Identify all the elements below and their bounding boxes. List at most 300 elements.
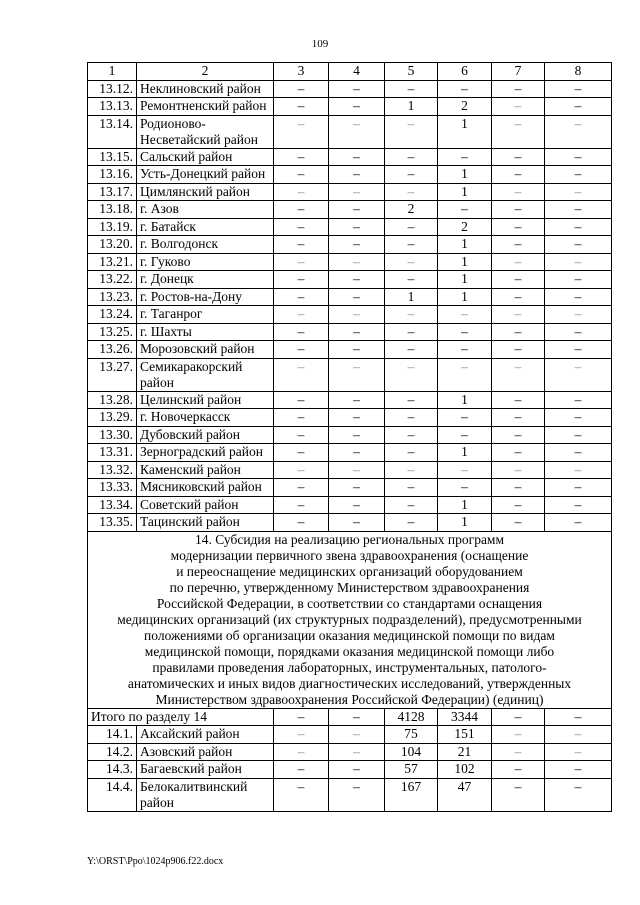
value-cell: – <box>492 115 545 148</box>
value-cell: – <box>329 479 385 497</box>
value-cell: 1 <box>438 253 492 271</box>
value-cell: – <box>492 726 545 744</box>
page-number: 109 <box>311 38 329 50</box>
row-number: 13.32. <box>88 461 137 479</box>
value-cell: – <box>492 183 545 201</box>
value-cell: 1 <box>438 444 492 462</box>
table-row <box>88 253 612 271</box>
table-header-row <box>88 63 612 81</box>
row-number: 14.4. <box>88 778 137 811</box>
value-cell: – <box>545 461 612 479</box>
row-name <box>137 80 274 98</box>
value-cell: – <box>438 80 492 98</box>
value-cell: – <box>274 496 329 514</box>
value-cell: – <box>492 306 545 324</box>
value-cell: – <box>492 479 545 497</box>
value-cell: – <box>545 341 612 359</box>
value-cell: – <box>545 183 612 201</box>
section-title-row <box>88 531 612 708</box>
value-cell: – <box>492 236 545 254</box>
value-cell: – <box>438 323 492 341</box>
row-name-line: Аксайский район <box>140 726 240 741</box>
table-row <box>88 358 612 391</box>
row-number: 13.20. <box>88 236 137 254</box>
row-name-line: г. Новочеркасск <box>140 409 231 424</box>
table-row <box>88 761 612 779</box>
value-cell: – <box>274 98 329 116</box>
value-cell: – <box>329 201 385 219</box>
row-name <box>137 306 274 324</box>
value-cell: – <box>438 201 492 219</box>
row-number: 13.31. <box>88 444 137 462</box>
value-cell: – <box>274 391 329 409</box>
row-number: 13.16. <box>88 166 137 184</box>
section-title <box>88 531 612 708</box>
row-name <box>137 514 274 532</box>
value-cell: 57 <box>385 761 438 779</box>
value-cell: – <box>329 514 385 532</box>
table-row <box>88 341 612 359</box>
row-number: 13.17. <box>88 183 137 201</box>
row-name <box>137 323 274 341</box>
table-row <box>88 288 612 306</box>
value-cell: 151 <box>438 726 492 744</box>
section-title-line: и переоснащение медицинских организаций оборудованием <box>176 563 523 579</box>
footer-file-path: Y:\ORST\Ppo\1024p906.f22.docx <box>87 856 224 867</box>
value-cell: – <box>385 514 438 532</box>
value-cell: – <box>329 444 385 462</box>
table-row <box>88 726 612 744</box>
table-row <box>88 271 612 289</box>
value-cell: – <box>274 743 329 761</box>
row-number: 13.23. <box>88 288 137 306</box>
row-name <box>137 271 274 289</box>
value-cell: – <box>545 98 612 116</box>
row-name <box>137 461 274 479</box>
total-value-cell: – <box>329 708 385 726</box>
value-cell: 1 <box>438 115 492 148</box>
value-cell: – <box>438 479 492 497</box>
value-cell: – <box>274 444 329 462</box>
value-cell: – <box>438 409 492 427</box>
value-cell: 1 <box>438 496 492 514</box>
row-number: 13.30. <box>88 426 137 444</box>
value-cell: 2 <box>438 98 492 116</box>
value-cell: – <box>545 236 612 254</box>
row-number: 13.21. <box>88 253 137 271</box>
table-row <box>88 426 612 444</box>
header-cell: 5 <box>385 63 438 81</box>
value-cell: – <box>385 166 438 184</box>
section-title-line: Министерством здравоохранения Российской Федерации) (единиц) <box>155 691 544 707</box>
table-row <box>88 306 612 324</box>
value-cell: – <box>274 778 329 811</box>
table-row <box>88 496 612 514</box>
row-number: 13.19. <box>88 218 137 236</box>
table-row <box>88 98 612 116</box>
table-row <box>88 115 612 148</box>
value-cell: – <box>438 148 492 166</box>
section-title-line: медицинских организаций (их структурных подразделений), предусмотренными <box>117 611 582 627</box>
total-row <box>88 708 612 726</box>
value-cell: 1 <box>438 514 492 532</box>
table-row <box>88 743 612 761</box>
value-cell: – <box>329 148 385 166</box>
row-name-line: Семикаракорский <box>140 358 243 374</box>
value-cell: – <box>385 115 438 148</box>
value-cell: – <box>492 341 545 359</box>
row-name-line: Сальский район <box>140 148 233 164</box>
value-cell: – <box>329 166 385 184</box>
data-table <box>87 62 612 812</box>
row-name <box>137 726 274 744</box>
section-title-line: положениями об организации оказания медицинской помощи по видам <box>144 627 555 643</box>
row-name-line: г. Ростов-на-Дону <box>140 288 243 304</box>
row-name <box>137 236 274 254</box>
table-row <box>88 444 612 462</box>
row-name <box>137 778 274 811</box>
table-row <box>88 461 612 479</box>
value-cell: 47 <box>438 778 492 811</box>
value-cell: 1 <box>385 288 438 306</box>
row-name-line: Морозовский район <box>140 341 255 356</box>
row-number: 13.27. <box>88 358 137 391</box>
value-cell: – <box>274 201 329 219</box>
value-cell: – <box>385 341 438 359</box>
row-number: 13.25. <box>88 323 137 341</box>
value-cell: 75 <box>385 726 438 744</box>
value-cell: 102 <box>438 761 492 779</box>
value-cell: – <box>385 80 438 98</box>
value-cell: – <box>329 761 385 779</box>
value-cell: – <box>385 444 438 462</box>
value-cell: – <box>545 358 612 391</box>
table-row <box>88 80 612 98</box>
value-cell: – <box>492 166 545 184</box>
value-cell: – <box>492 409 545 427</box>
row-name-line: Тацинский район <box>140 514 240 529</box>
value-cell: – <box>329 743 385 761</box>
row-number: 13.15. <box>88 148 137 166</box>
row-name <box>137 341 274 359</box>
value-cell: – <box>274 358 329 391</box>
value-cell: – <box>385 358 438 391</box>
value-cell: – <box>274 183 329 201</box>
row-name-line: г. Батайск <box>140 218 196 234</box>
value-cell: – <box>492 253 545 271</box>
value-cell: – <box>545 148 612 166</box>
value-cell: 104 <box>385 743 438 761</box>
value-cell: – <box>492 98 545 116</box>
row-number: 14.3. <box>88 761 137 779</box>
value-cell: – <box>385 461 438 479</box>
value-cell: – <box>385 183 438 201</box>
value-cell: – <box>545 479 612 497</box>
row-name <box>137 201 274 219</box>
row-number: 13.14. <box>88 115 137 148</box>
table-row <box>88 236 612 254</box>
header-cell: 2 <box>137 63 274 81</box>
value-cell: – <box>545 409 612 427</box>
value-cell: 1 <box>438 288 492 306</box>
header-cell: 8 <box>545 63 612 81</box>
value-cell: – <box>329 271 385 289</box>
value-cell: – <box>492 148 545 166</box>
row-name-line: г. Волгодонск <box>140 236 219 251</box>
value-cell: 167 <box>385 778 438 811</box>
row-name <box>137 743 274 761</box>
row-name-line: г. Таганрог <box>140 306 203 321</box>
header-cell: 3 <box>274 63 329 81</box>
value-cell: – <box>385 479 438 497</box>
table-row <box>88 201 612 219</box>
value-cell: – <box>492 496 545 514</box>
value-cell: – <box>545 778 612 811</box>
value-cell: 1 <box>438 391 492 409</box>
value-cell: – <box>274 514 329 532</box>
value-cell: – <box>385 271 438 289</box>
row-number: 13.29. <box>88 409 137 427</box>
value-cell: 1 <box>438 166 492 184</box>
value-cell: – <box>329 80 385 98</box>
value-cell: – <box>545 166 612 184</box>
value-cell: – <box>274 323 329 341</box>
row-number: 13.18. <box>88 201 137 219</box>
row-name <box>137 218 274 236</box>
section-title-line: медицинской помощи, порядками оказания медицинской помощи либо <box>144 643 555 659</box>
section-title-line: модернизации первичного звена здравоохранения (оснащение <box>170 547 529 563</box>
value-cell: – <box>329 426 385 444</box>
row-name-line: Целинский район <box>140 391 242 407</box>
table-row <box>88 479 612 497</box>
value-cell: – <box>545 271 612 289</box>
row-name-line: район <box>140 794 174 810</box>
value-cell: – <box>329 98 385 116</box>
value-cell: – <box>545 444 612 462</box>
value-cell: – <box>329 218 385 236</box>
value-cell: – <box>492 201 545 219</box>
value-cell: – <box>492 358 545 391</box>
row-number: 13.34. <box>88 496 137 514</box>
value-cell: – <box>329 183 385 201</box>
table-row <box>88 409 612 427</box>
value-cell: – <box>329 341 385 359</box>
row-name-line: Несветайский район <box>140 131 258 147</box>
table-row <box>88 218 612 236</box>
value-cell: – <box>492 444 545 462</box>
value-cell: – <box>492 514 545 532</box>
row-name-line: г. Донецк <box>140 271 194 286</box>
value-cell: – <box>385 496 438 514</box>
value-cell: – <box>545 426 612 444</box>
value-cell: – <box>274 115 329 148</box>
value-cell: 2 <box>438 218 492 236</box>
value-cell: – <box>438 358 492 391</box>
value-cell: – <box>492 80 545 98</box>
value-cell: – <box>329 358 385 391</box>
value-cell: – <box>545 218 612 236</box>
header-cell: 1 <box>88 63 137 81</box>
row-number: 13.26. <box>88 341 137 359</box>
section-title-line: правилами проведения лабораторных, инструментальных, патолого- <box>152 659 547 675</box>
value-cell: – <box>385 148 438 166</box>
value-cell: – <box>545 306 612 324</box>
value-cell: – <box>545 391 612 409</box>
value-cell: – <box>385 253 438 271</box>
value-cell: – <box>385 323 438 341</box>
value-cell: – <box>545 743 612 761</box>
value-cell: – <box>274 236 329 254</box>
value-cell: – <box>274 80 329 98</box>
value-cell: – <box>545 201 612 219</box>
row-name-line: Советский район <box>140 496 239 512</box>
value-cell: – <box>329 288 385 306</box>
value-cell: 1 <box>438 183 492 201</box>
value-cell: – <box>274 306 329 324</box>
row-name <box>137 288 274 306</box>
value-cell: – <box>274 761 329 779</box>
total-label: Итого по разделу 14 <box>88 708 274 726</box>
value-cell: – <box>274 218 329 236</box>
value-cell: – <box>438 341 492 359</box>
value-cell: – <box>385 218 438 236</box>
row-name <box>137 426 274 444</box>
section-title-line: Российской Федерации, в соответствии со стандартами оснащения <box>156 595 543 611</box>
value-cell: – <box>274 726 329 744</box>
row-name-line: Каменский район <box>140 461 241 477</box>
table-row <box>88 183 612 201</box>
value-cell: – <box>329 496 385 514</box>
table-row <box>88 514 612 532</box>
table-row <box>88 166 612 184</box>
value-cell: – <box>329 726 385 744</box>
value-cell: – <box>385 306 438 324</box>
total-value-cell: 4128 <box>385 708 438 726</box>
value-cell: – <box>274 409 329 427</box>
value-cell: – <box>545 496 612 514</box>
value-cell: – <box>274 479 329 497</box>
value-cell: – <box>492 461 545 479</box>
header-cell: 7 <box>492 63 545 81</box>
row-name <box>137 409 274 427</box>
row-name <box>137 98 274 116</box>
value-cell: – <box>329 323 385 341</box>
section-title-line: по перечню, утвержденному Министерством здравоохранения <box>169 579 530 595</box>
value-cell: – <box>329 391 385 409</box>
value-cell: 2 <box>385 201 438 219</box>
row-name-line: Цимлянский район <box>140 183 251 199</box>
value-cell: – <box>329 409 385 427</box>
section-title-line: анатомических и иных видов диагностических исследований, утвержденных <box>127 675 572 691</box>
value-cell: – <box>385 426 438 444</box>
table-row <box>88 323 612 341</box>
row-name <box>137 183 274 201</box>
row-name-line: г. Азов <box>140 201 179 216</box>
value-cell: 1 <box>438 271 492 289</box>
row-name-line: г. Шахты <box>140 323 192 339</box>
value-cell: 21 <box>438 743 492 761</box>
total-value-cell: – <box>492 708 545 726</box>
row-number: 14.1. <box>88 726 137 744</box>
table-row <box>88 391 612 409</box>
value-cell: – <box>492 761 545 779</box>
value-cell: – <box>438 426 492 444</box>
value-cell: – <box>492 271 545 289</box>
row-name-line: Мясниковский район <box>140 479 262 494</box>
value-cell: 1 <box>438 236 492 254</box>
value-cell: – <box>385 409 438 427</box>
value-cell: – <box>274 288 329 306</box>
value-cell: – <box>329 778 385 811</box>
row-name-line: район <box>140 374 174 390</box>
row-number: 13.33. <box>88 479 137 497</box>
value-cell: – <box>329 236 385 254</box>
row-name <box>137 391 274 409</box>
row-name <box>137 761 274 779</box>
row-name-line: Неклиновский район <box>140 80 261 96</box>
value-cell: – <box>492 288 545 306</box>
value-cell: – <box>329 306 385 324</box>
value-cell: – <box>492 426 545 444</box>
value-cell: – <box>545 80 612 98</box>
row-number: 14.2. <box>88 743 137 761</box>
row-name-line: Ремонтненский район <box>140 98 267 113</box>
row-name <box>137 496 274 514</box>
value-cell: – <box>274 148 329 166</box>
row-number: 13.24. <box>88 306 137 324</box>
table-row <box>88 148 612 166</box>
value-cell: – <box>274 341 329 359</box>
value-cell: – <box>329 461 385 479</box>
row-name-line: Усть-Донецкий район <box>140 166 266 181</box>
value-cell: – <box>545 514 612 532</box>
row-name-line: Родионово- <box>140 115 206 131</box>
row-name <box>137 253 274 271</box>
row-name <box>137 358 274 391</box>
value-cell: – <box>492 391 545 409</box>
row-name-line: Багаевский район <box>140 761 242 776</box>
value-cell: – <box>329 115 385 148</box>
value-cell: – <box>438 306 492 324</box>
value-cell: 1 <box>385 98 438 116</box>
value-cell: – <box>492 778 545 811</box>
row-number: 13.22. <box>88 271 137 289</box>
value-cell: – <box>385 236 438 254</box>
value-cell: – <box>329 253 385 271</box>
value-cell: – <box>492 218 545 236</box>
header-cell: 4 <box>329 63 385 81</box>
value-cell: – <box>274 253 329 271</box>
row-number: 13.13. <box>88 98 137 116</box>
value-cell: – <box>274 461 329 479</box>
value-cell: – <box>492 323 545 341</box>
total-value-cell: 3344 <box>438 708 492 726</box>
value-cell: – <box>274 426 329 444</box>
row-name <box>137 166 274 184</box>
table-row <box>88 778 612 811</box>
value-cell: – <box>492 743 545 761</box>
row-number: 13.28. <box>88 391 137 409</box>
header-cell: 6 <box>438 63 492 81</box>
row-name <box>137 148 274 166</box>
value-cell: – <box>274 271 329 289</box>
value-cell: – <box>545 323 612 341</box>
row-number: 13.35. <box>88 514 137 532</box>
row-name <box>137 479 274 497</box>
value-cell: – <box>545 761 612 779</box>
row-name-line: Азовский район <box>140 743 233 759</box>
row-name-line: Зерноградский район <box>140 444 263 459</box>
